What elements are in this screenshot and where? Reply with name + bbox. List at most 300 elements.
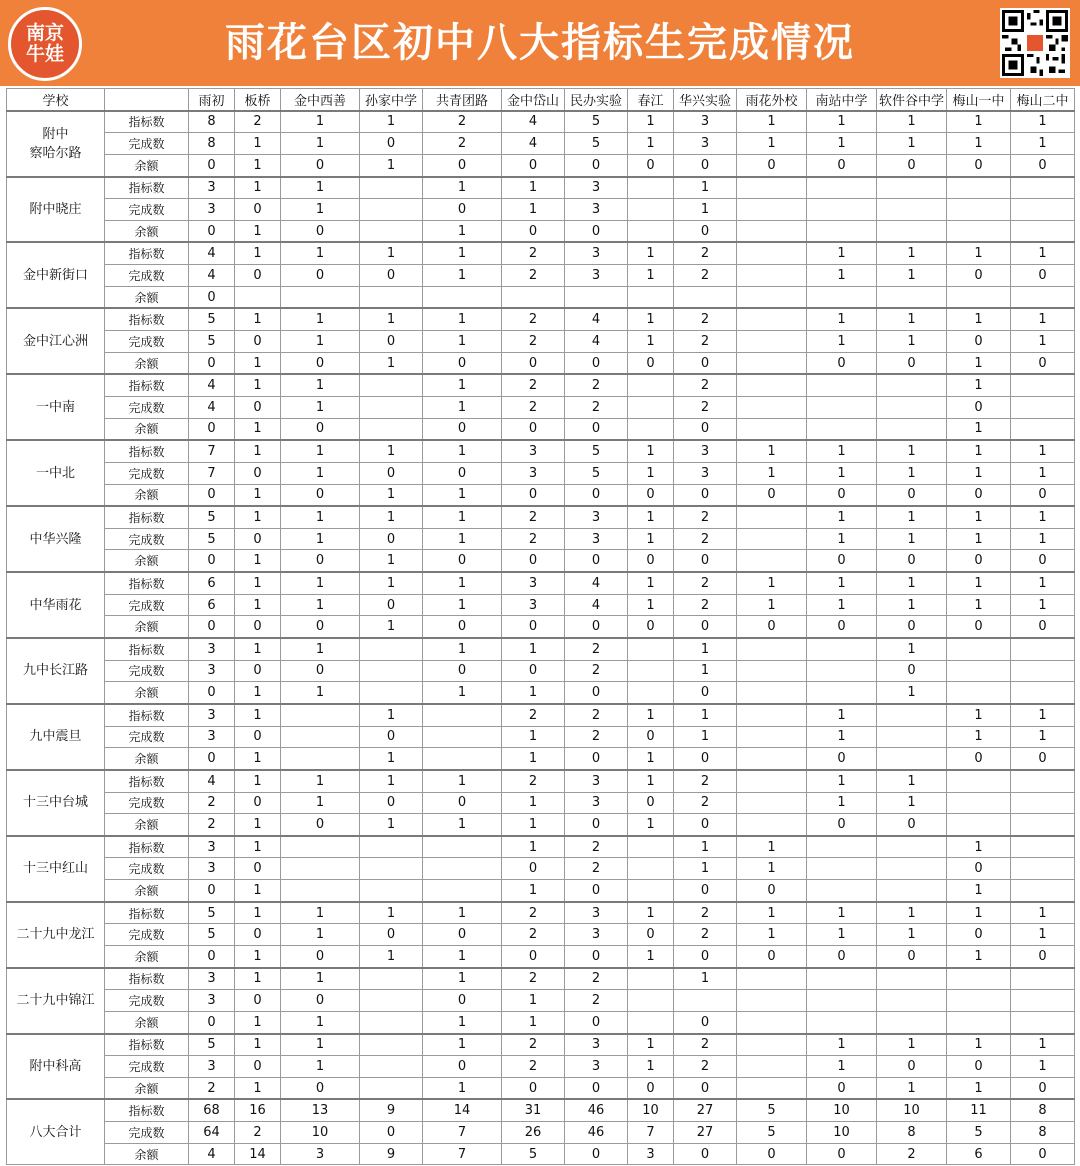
value-cell: 0 — [281, 220, 360, 242]
value-cell: 0 — [423, 990, 502, 1012]
value-cell: 0 — [877, 660, 947, 682]
value-cell: 0 — [737, 484, 807, 506]
value-cell: 1 — [281, 968, 360, 990]
value-cell — [360, 1034, 423, 1056]
value-cell: 0 — [737, 945, 807, 967]
value-cell: 1 — [947, 440, 1011, 462]
value-cell: 1 — [1011, 133, 1075, 155]
value-cell: 1 — [502, 748, 565, 770]
value-cell — [877, 836, 947, 858]
school-name-cell: 一中南 — [7, 374, 105, 440]
value-cell: 0 — [737, 1143, 807, 1165]
value-cell: 1 — [423, 770, 502, 792]
value-cell — [360, 836, 423, 858]
metric-label-cell: 余额 — [105, 1143, 189, 1165]
table-row — [7, 968, 1075, 990]
value-cell — [807, 660, 877, 682]
value-cell: 2 — [674, 902, 737, 924]
value-cell: 1 — [423, 594, 502, 616]
value-cell — [360, 660, 423, 682]
column-header: 梅山二中 — [1011, 89, 1075, 111]
metric-label-cell: 指标数 — [105, 572, 189, 594]
value-cell: 68 — [189, 1099, 235, 1121]
value-cell: 1 — [628, 265, 674, 287]
value-cell: 1 — [674, 660, 737, 682]
value-cell: 1 — [423, 265, 502, 287]
value-cell: 1 — [423, 814, 502, 836]
value-cell: 1 — [423, 308, 502, 330]
value-cell: 2 — [674, 506, 737, 528]
table-row — [7, 1056, 1075, 1078]
value-cell: 2 — [674, 528, 737, 550]
value-cell — [1011, 286, 1075, 308]
value-cell: 2 — [423, 133, 502, 155]
value-cell: 1 — [807, 770, 877, 792]
value-cell — [628, 418, 674, 440]
value-cell: 0 — [947, 484, 1011, 506]
value-cell: 1 — [360, 902, 423, 924]
column-header: 梅山一中 — [947, 89, 1011, 111]
table-row — [7, 748, 1075, 770]
value-cell — [807, 220, 877, 242]
metric-label-cell: 完成数 — [105, 331, 189, 353]
value-cell: 1 — [502, 682, 565, 704]
metric-label-cell: 余额 — [105, 1077, 189, 1099]
value-cell: 1 — [502, 726, 565, 748]
value-cell: 0 — [1011, 550, 1075, 572]
table-row — [7, 1143, 1075, 1165]
value-cell — [877, 704, 947, 726]
table-row — [7, 1034, 1075, 1056]
value-cell: 0 — [807, 616, 877, 638]
value-cell: 1 — [628, 704, 674, 726]
value-cell: 1 — [235, 352, 281, 374]
value-cell — [947, 792, 1011, 814]
value-cell: 1 — [737, 111, 807, 133]
value-cell: 4 — [565, 308, 628, 330]
value-cell: 1 — [235, 133, 281, 155]
value-cell: 0 — [628, 550, 674, 572]
metric-label-cell: 完成数 — [105, 265, 189, 287]
value-cell — [360, 374, 423, 396]
value-cell: 1 — [737, 440, 807, 462]
value-cell: 0 — [235, 265, 281, 287]
value-cell: 1 — [235, 704, 281, 726]
value-cell — [947, 990, 1011, 1012]
value-cell: 3 — [674, 440, 737, 462]
value-cell — [807, 374, 877, 396]
table-row — [7, 1077, 1075, 1099]
value-cell: 0 — [235, 726, 281, 748]
value-cell: 1 — [877, 528, 947, 550]
value-cell: 1 — [628, 770, 674, 792]
value-cell — [947, 814, 1011, 836]
value-cell: 27 — [674, 1099, 737, 1121]
value-cell: 0 — [877, 1056, 947, 1078]
column-header-school: 学校 — [7, 89, 105, 111]
value-cell — [628, 660, 674, 682]
value-cell: 0 — [423, 462, 502, 484]
value-cell: 0 — [502, 660, 565, 682]
value-cell: 6 — [189, 594, 235, 616]
value-cell: 0 — [947, 924, 1011, 946]
value-cell: 0 — [1011, 484, 1075, 506]
value-cell: 0 — [565, 418, 628, 440]
value-cell — [877, 374, 947, 396]
value-cell — [1011, 858, 1075, 880]
table-row — [7, 770, 1075, 792]
value-cell: 1 — [807, 726, 877, 748]
value-cell: 8 — [877, 1122, 947, 1144]
value-cell: 1 — [877, 682, 947, 704]
value-cell: 5 — [189, 1034, 235, 1056]
value-cell: 1 — [360, 111, 423, 133]
value-cell — [947, 220, 1011, 242]
value-cell: 2 — [565, 990, 628, 1012]
value-cell — [628, 374, 674, 396]
value-cell — [360, 858, 423, 880]
value-cell — [737, 660, 807, 682]
table-row — [7, 528, 1075, 550]
value-cell: 3 — [189, 177, 235, 199]
value-cell: 1 — [1011, 726, 1075, 748]
value-cell: 1 — [423, 242, 502, 264]
value-cell: 2 — [674, 242, 737, 264]
value-cell: 2 — [674, 374, 737, 396]
value-cell: 0 — [674, 220, 737, 242]
value-cell: 1 — [628, 594, 674, 616]
value-cell: 0 — [502, 858, 565, 880]
value-cell: 0 — [281, 154, 360, 176]
value-cell: 5 — [565, 133, 628, 155]
column-header: 金中岱山 — [502, 89, 565, 111]
table-row — [7, 154, 1075, 176]
table-row — [7, 133, 1075, 155]
value-cell: 3 — [189, 968, 235, 990]
metric-label-cell: 指标数 — [105, 308, 189, 330]
value-cell: 1 — [807, 594, 877, 616]
value-cell: 16 — [235, 1099, 281, 1121]
table-row — [7, 265, 1075, 287]
value-cell: 1 — [1011, 462, 1075, 484]
value-cell: 2 — [502, 1034, 565, 1056]
value-cell: 0 — [674, 945, 737, 967]
value-cell: 1 — [235, 1077, 281, 1099]
value-cell: 1 — [877, 440, 947, 462]
value-cell: 1 — [1011, 902, 1075, 924]
value-cell: 2 — [674, 265, 737, 287]
value-cell — [737, 242, 807, 264]
value-cell: 2 — [502, 924, 565, 946]
value-cell: 2 — [502, 396, 565, 418]
value-cell — [947, 638, 1011, 660]
value-cell: 27 — [674, 1122, 737, 1144]
value-cell: 0 — [877, 945, 947, 967]
value-cell: 1 — [360, 242, 423, 264]
metric-label-cell: 完成数 — [105, 133, 189, 155]
value-cell: 1 — [502, 792, 565, 814]
value-cell: 1 — [807, 572, 877, 594]
value-cell — [423, 748, 502, 770]
metric-label-cell: 余额 — [105, 1011, 189, 1033]
value-cell — [628, 858, 674, 880]
value-cell — [502, 286, 565, 308]
value-cell: 1 — [281, 528, 360, 550]
value-cell: 0 — [674, 1011, 737, 1033]
value-cell — [807, 880, 877, 902]
value-cell: 0 — [947, 154, 1011, 176]
value-cell: 2 — [565, 704, 628, 726]
value-cell: 0 — [502, 945, 565, 967]
value-cell: 1 — [281, 924, 360, 946]
value-cell: 1 — [1011, 331, 1075, 353]
value-cell — [807, 638, 877, 660]
value-cell: 0 — [281, 945, 360, 967]
table-row — [7, 660, 1075, 682]
value-cell: 1 — [628, 748, 674, 770]
value-cell: 0 — [674, 352, 737, 374]
value-cell: 0 — [360, 462, 423, 484]
value-cell — [360, 396, 423, 418]
value-cell: 0 — [281, 484, 360, 506]
value-cell: 0 — [565, 550, 628, 572]
value-cell: 9 — [360, 1143, 423, 1165]
metric-label-cell: 完成数 — [105, 1056, 189, 1078]
value-cell: 1 — [877, 638, 947, 660]
value-cell: 3 — [502, 594, 565, 616]
value-cell: 0 — [1011, 1077, 1075, 1099]
value-cell — [877, 199, 947, 221]
value-cell — [360, 199, 423, 221]
value-cell: 0 — [628, 924, 674, 946]
value-cell — [947, 968, 1011, 990]
value-cell: 1 — [360, 506, 423, 528]
value-cell: 3 — [565, 242, 628, 264]
value-cell: 1 — [1011, 308, 1075, 330]
value-cell: 0 — [502, 1077, 565, 1099]
value-cell: 4 — [189, 242, 235, 264]
value-cell — [877, 748, 947, 770]
value-cell: 1 — [947, 1077, 1011, 1099]
value-cell: 0 — [423, 616, 502, 638]
value-cell: 0 — [565, 154, 628, 176]
column-header: 华兴实验 — [674, 89, 737, 111]
metric-label-cell: 指标数 — [105, 836, 189, 858]
table-row — [7, 462, 1075, 484]
value-cell — [737, 704, 807, 726]
value-cell: 1 — [947, 133, 1011, 155]
table-row — [7, 682, 1075, 704]
value-cell: 3 — [565, 924, 628, 946]
value-cell — [628, 396, 674, 418]
value-cell — [737, 990, 807, 1012]
value-cell: 5 — [565, 111, 628, 133]
value-cell: 0 — [235, 331, 281, 353]
value-cell: 0 — [807, 945, 877, 967]
value-cell: 1 — [281, 1056, 360, 1078]
value-cell: 13 — [281, 1099, 360, 1121]
metric-label-cell: 指标数 — [105, 704, 189, 726]
value-cell: 1 — [674, 199, 737, 221]
value-cell: 1 — [628, 133, 674, 155]
value-cell — [737, 1034, 807, 1056]
value-cell: 0 — [423, 924, 502, 946]
column-header-metric — [105, 89, 189, 111]
metric-label-cell: 指标数 — [105, 177, 189, 199]
value-cell — [1011, 177, 1075, 199]
value-cell: 1 — [628, 1056, 674, 1078]
value-cell: 0 — [360, 924, 423, 946]
value-cell: 1 — [877, 924, 947, 946]
value-cell: 2 — [674, 792, 737, 814]
value-cell: 0 — [737, 616, 807, 638]
value-cell: 0 — [674, 814, 737, 836]
value-cell: 7 — [189, 462, 235, 484]
value-cell: 0 — [947, 858, 1011, 880]
value-cell: 2 — [502, 506, 565, 528]
metric-label-cell: 余额 — [105, 814, 189, 836]
metric-label-cell: 余额 — [105, 880, 189, 902]
value-cell — [947, 660, 1011, 682]
school-name-cell: 二十九中锦江 — [7, 968, 105, 1034]
value-cell: 0 — [947, 616, 1011, 638]
value-cell: 0 — [628, 616, 674, 638]
value-cell — [737, 1056, 807, 1078]
value-cell: 1 — [423, 1034, 502, 1056]
value-cell: 0 — [807, 1143, 877, 1165]
value-cell: 1 — [737, 902, 807, 924]
table-row — [7, 1122, 1075, 1144]
value-cell: 3 — [565, 902, 628, 924]
value-cell: 3 — [565, 506, 628, 528]
value-cell: 1 — [674, 177, 737, 199]
value-cell: 3 — [189, 638, 235, 660]
value-cell: 1 — [628, 945, 674, 967]
value-cell: 5 — [189, 924, 235, 946]
column-header: 金中西善 — [281, 89, 360, 111]
value-cell — [877, 418, 947, 440]
value-cell — [628, 682, 674, 704]
value-cell: 1 — [502, 814, 565, 836]
value-cell: 2 — [423, 111, 502, 133]
value-cell: 0 — [360, 331, 423, 353]
value-cell: 2 — [565, 638, 628, 660]
value-cell: 0 — [189, 484, 235, 506]
metric-label-cell: 完成数 — [105, 660, 189, 682]
value-cell: 1 — [947, 308, 1011, 330]
value-cell: 3 — [189, 836, 235, 858]
table-row — [7, 880, 1075, 902]
value-cell: 2 — [189, 814, 235, 836]
value-cell: 1 — [235, 220, 281, 242]
value-cell: 1 — [877, 133, 947, 155]
value-cell: 2 — [877, 1143, 947, 1165]
value-cell: 0 — [1011, 748, 1075, 770]
metric-label-cell: 完成数 — [105, 528, 189, 550]
value-cell: 1 — [235, 638, 281, 660]
qr-code-graphic — [1002, 10, 1068, 76]
value-cell — [947, 286, 1011, 308]
value-cell: 1 — [877, 1077, 947, 1099]
value-cell — [360, 682, 423, 704]
value-cell: 0 — [235, 199, 281, 221]
value-cell — [1011, 990, 1075, 1012]
value-cell: 1 — [360, 550, 423, 572]
value-cell: 0 — [360, 792, 423, 814]
table-row — [7, 704, 1075, 726]
table-row — [7, 550, 1075, 572]
value-cell: 1 — [360, 154, 423, 176]
value-cell: 3 — [674, 462, 737, 484]
value-cell: 0 — [628, 1077, 674, 1099]
value-cell: 0 — [189, 1011, 235, 1033]
value-cell: 0 — [877, 154, 947, 176]
value-cell: 10 — [281, 1122, 360, 1144]
value-cell: 0 — [565, 1011, 628, 1033]
value-cell: 1 — [1011, 1056, 1075, 1078]
value-cell — [423, 858, 502, 880]
value-cell: 0 — [360, 1122, 423, 1144]
table-row — [7, 638, 1075, 660]
value-cell: 0 — [281, 352, 360, 374]
value-cell — [737, 506, 807, 528]
value-cell: 0 — [189, 418, 235, 440]
value-cell: 2 — [674, 331, 737, 353]
value-cell — [737, 638, 807, 660]
value-cell: 0 — [281, 418, 360, 440]
value-cell: 2 — [674, 396, 737, 418]
value-cell: 0 — [877, 550, 947, 572]
value-cell: 3 — [565, 177, 628, 199]
value-cell: 2 — [674, 1056, 737, 1078]
value-cell: 0 — [1011, 1143, 1075, 1165]
value-cell: 46 — [565, 1122, 628, 1144]
value-cell — [737, 199, 807, 221]
value-cell: 0 — [628, 352, 674, 374]
value-cell — [877, 396, 947, 418]
column-header: 民办实验 — [565, 89, 628, 111]
value-cell: 0 — [281, 814, 360, 836]
value-cell — [737, 968, 807, 990]
column-header: 共青团路 — [423, 89, 502, 111]
value-cell: 0 — [189, 220, 235, 242]
metric-label-cell: 指标数 — [105, 242, 189, 264]
value-cell: 1 — [1011, 704, 1075, 726]
value-cell — [360, 1011, 423, 1033]
value-cell: 1 — [360, 308, 423, 330]
value-cell: 2 — [502, 331, 565, 353]
value-cell: 2 — [674, 770, 737, 792]
value-cell: 2 — [502, 902, 565, 924]
value-cell: 1 — [674, 726, 737, 748]
metric-label-cell: 余额 — [105, 418, 189, 440]
value-cell: 1 — [807, 133, 877, 155]
school-name-cell: 二十九中龙江 — [7, 902, 105, 968]
table-row — [7, 484, 1075, 506]
metric-label-cell: 余额 — [105, 352, 189, 374]
value-cell: 1 — [807, 242, 877, 264]
value-cell: 2 — [565, 836, 628, 858]
value-cell: 1 — [235, 550, 281, 572]
metric-label-cell: 完成数 — [105, 1122, 189, 1144]
value-cell: 1 — [1011, 1034, 1075, 1056]
value-cell — [877, 726, 947, 748]
value-cell — [737, 550, 807, 572]
value-cell — [807, 682, 877, 704]
value-cell: 3 — [189, 858, 235, 880]
value-cell: 1 — [360, 616, 423, 638]
value-cell: 0 — [360, 726, 423, 748]
